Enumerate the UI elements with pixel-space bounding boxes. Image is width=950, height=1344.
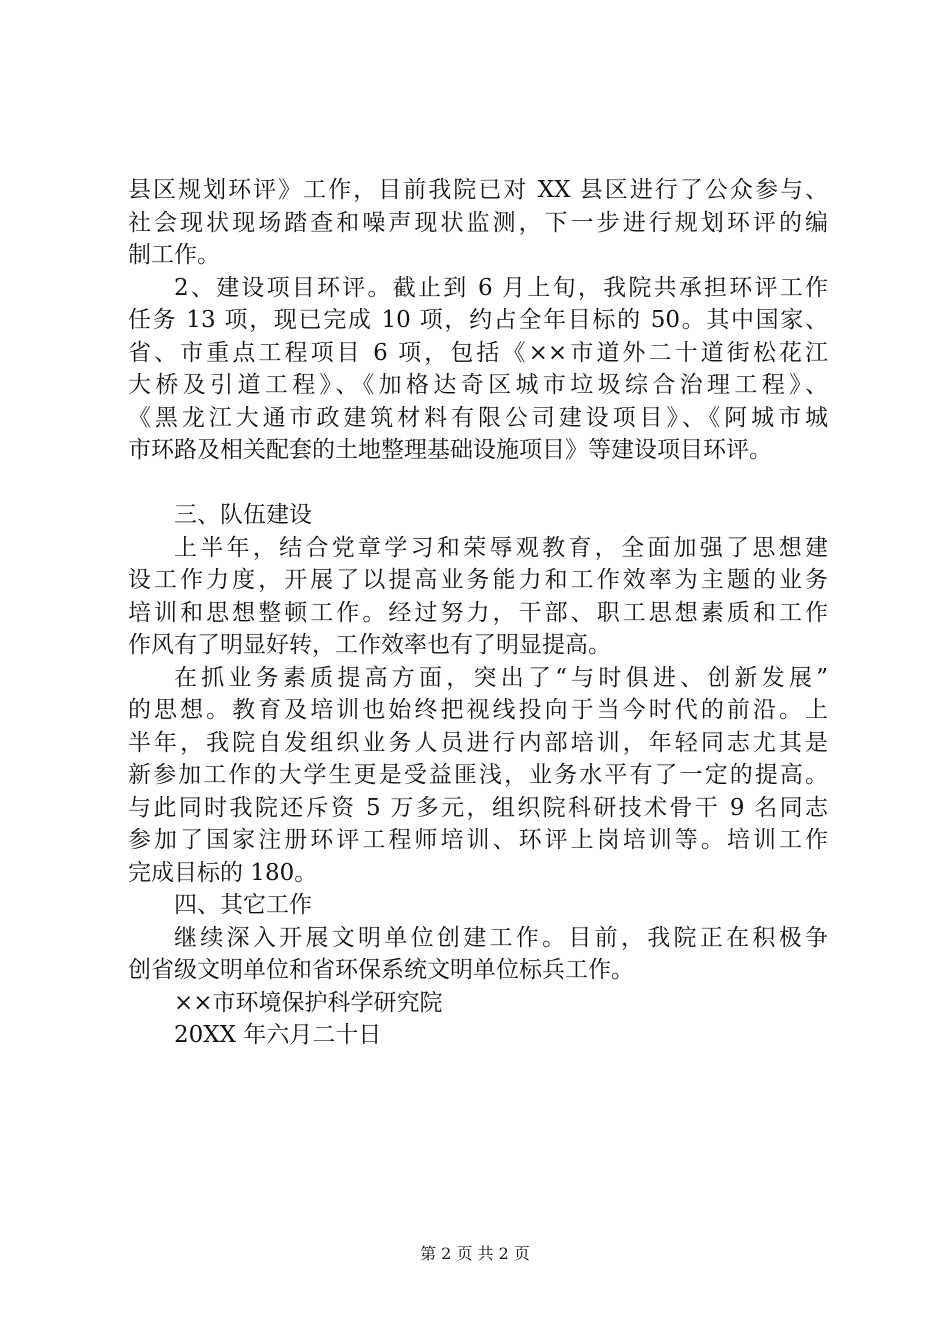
body-line: 培训和思想整顿工作。经过努力，干部、职工思想素质和工作 (128, 599, 828, 626)
paragraph-start-line: 2、建设项目环评。截止到 6 月上旬，我院共承担环评工作 (174, 274, 828, 301)
body-line: 任务 13 项，现已完成 10 项，约占全年目标的 50。其中国家、 (128, 307, 828, 333)
body-line: 市环路及相关配套的土地整理基础设施项目》等建设项目环评。 (128, 437, 772, 463)
body-line: 大桥及引道工程》、《加格达奇区城市垃圾综合治理工程》、 (128, 372, 828, 398)
body-line: 《黑龙江大通市政建筑材料有限公司建设项目》、《阿城市城 (128, 404, 828, 431)
body-line: 制工作。 (128, 242, 220, 268)
paragraph-start-line: 在抓业务素质提高方面，突出了“与时俱进、创新发展” (174, 664, 828, 691)
body-line: 省、市重点工程项目 6 项，包括《××市道外二十道街松花江 (128, 339, 828, 366)
paragraph-start-line: 继续深入开展文明单位创建工作。目前，我院正在积极争 (174, 924, 828, 951)
body-line: 新参加工作的大学生更是受益匪浅，业务水平有了一定的提高。 (128, 762, 828, 788)
paragraph-start-line: 上半年，结合党章学习和荣辱观教育，全面加强了思想建 (174, 534, 828, 561)
body-line: 半年，我院自发组织业务人员进行内部培训，年轻同志尤其是 (128, 729, 828, 756)
document-body (128, 174, 828, 1052)
body-line: 的思想。教育及培训也始终把视线投向于当今时代的前沿。上 (128, 697, 828, 723)
signature-date: 20XX 年六月二十日 (174, 1022, 382, 1048)
page-footer (0, 1244, 950, 1264)
section-heading: 三、队伍建设 (174, 502, 312, 528)
body-line: 创省级文明单位和省环保系统文明单位标兵工作。 (128, 957, 634, 983)
body-line: 社会现状现场踏查和噪声现状监测，下一步进行规划环评的编 (128, 209, 828, 236)
body-line: 与此同时我院还斥资 5 万多元，组织院科研技术骨干 9 名同志 (128, 794, 828, 821)
page-number-label: 第 2 页 共 2 页 (420, 1244, 530, 1263)
body-line: 设工作力度，开展了以提高业务能力和工作效率为主题的业务 (128, 567, 828, 593)
body-line: 作风有了明显好转，工作效率也有了明显提高。 (128, 632, 611, 658)
body-line: 县区规划环评》工作，目前我院已对 XX 县区进行了公众参与、 (128, 177, 828, 203)
body-line: 参加了国家注册环评工程师培训、环评上岗培训等。培训工作 (128, 827, 828, 853)
section-heading: 四、其它工作 (174, 892, 312, 918)
paragraph-gap (128, 467, 828, 500)
signature-organization: ××市环境保护科学研究院 (174, 989, 443, 1016)
body-line: 完成目标的 180。 (128, 859, 318, 886)
